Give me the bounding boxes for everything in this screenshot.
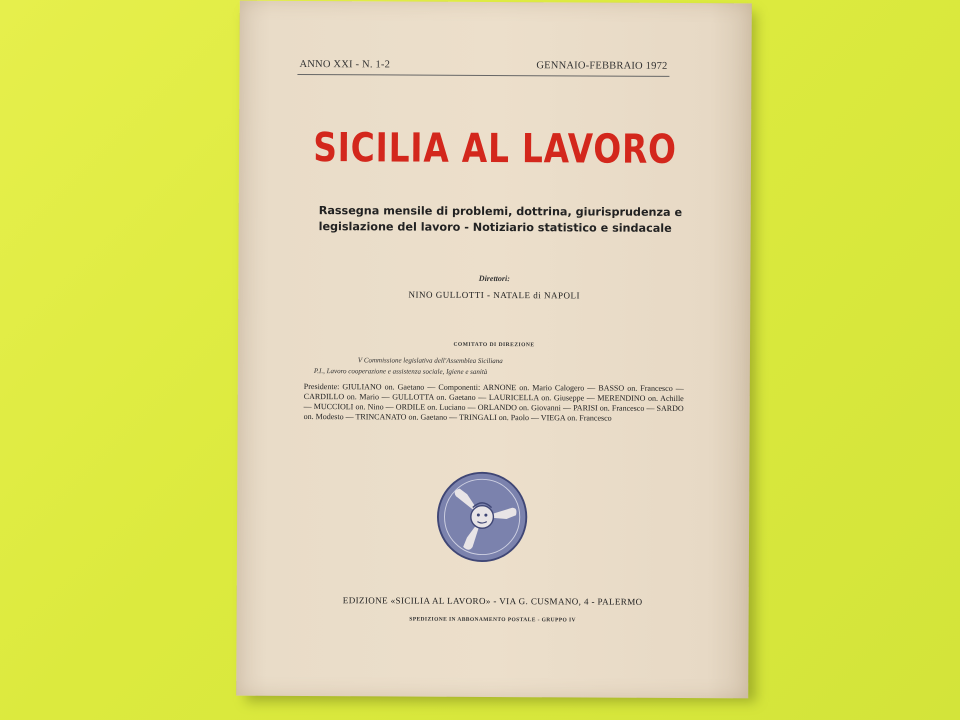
directors-label: Direttori: xyxy=(478,273,510,284)
trinacria-seal-icon xyxy=(435,470,529,564)
magazine-title: SICILIA AL LAVORO xyxy=(313,125,677,173)
header-rule xyxy=(297,74,669,77)
committee-label: COMITATO DI DIREZIONE xyxy=(453,341,535,349)
postal-line: SPEDIZIONE IN ABBONAMENTO POSTALE - GRUPPO IV xyxy=(409,616,576,624)
committee-members: Presidente: GIULIANO on. Gaetano — Componenti: ARNONE on. Mario Calogero — BASSO on. Francesco — CARDILLO on. Mario — GULLOTTA on. Gaetano — LAURICELLA on. Giuseppe — MERENDINO on. Achille — MUCCIOLI on. Nino — ORDILE on. Luciano — ORLANDO on. Giovanni — PARISI on. Francesco — SARDO on. Modesto — TRINCANATO on. Gaetano — TRINGALI on. Paolo — VIEGA on. Francesco xyxy=(303,382,684,423)
committee-line-2: P.I., Lavoro cooperazione e assistenza sociale, Igiene e sanità xyxy=(313,367,488,376)
magazine-subtitle xyxy=(319,203,699,237)
issue-number: ANNO XXI - N. 1-2 xyxy=(299,58,391,71)
committee-line-1: V Commissione legislativa dell'Assemblea Siciliana xyxy=(357,356,503,366)
subtitle-line-1: Rassegna mensile di problemi, dottrina, giurisprudenza e xyxy=(318,204,683,219)
issue-date: GENNAIO-FEBBRAIO 1972 xyxy=(536,60,668,72)
subtitle-line-2: legislazione del lavoro - Notiziario statistico e sindacale xyxy=(318,220,672,235)
magazine-cover xyxy=(236,1,752,699)
directors-names: NINO GULLOTTI - NATALE di NAPOLI xyxy=(408,289,581,301)
publisher-line: EDIZIONE «SICILIA AL LAVORO» - VIA G. CUSMANO, 4 - PALERMO xyxy=(342,595,643,607)
